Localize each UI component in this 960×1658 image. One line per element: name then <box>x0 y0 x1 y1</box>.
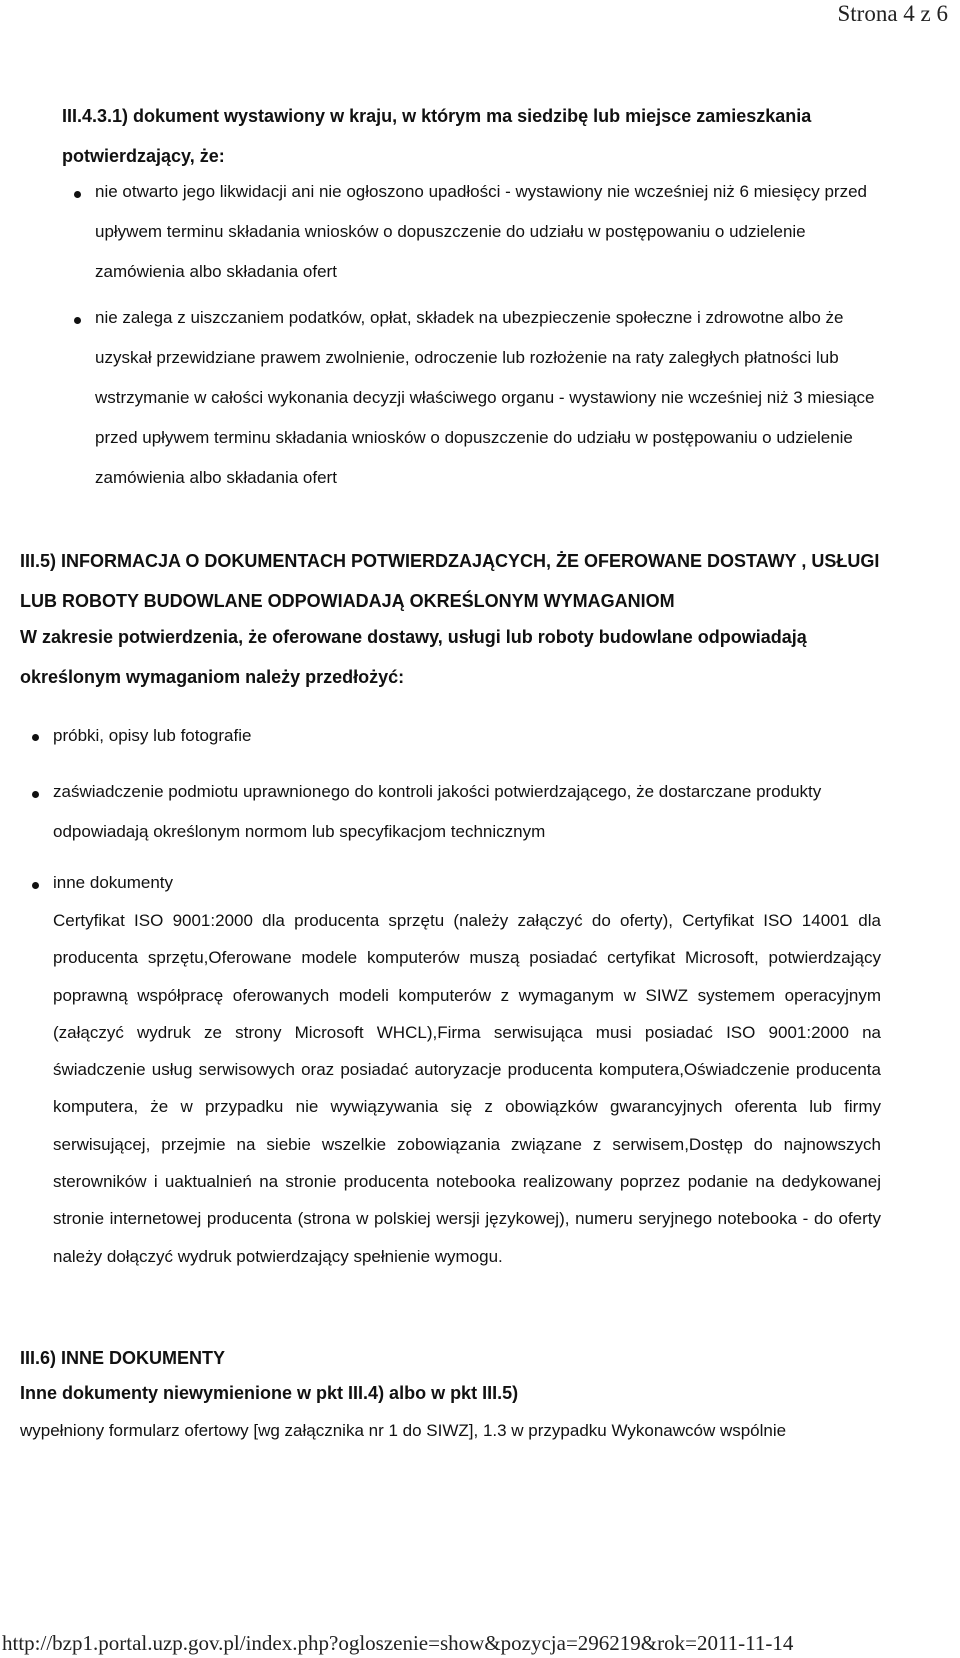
section-subheading-III-5: W zakresie potwierdzenia, że oferowane dostawy, usługi lub roboty budowlane odpowiadają określonym wymaganiom należy przedłożyć: <box>20 627 807 687</box>
bullet-icon <box>74 191 81 198</box>
list-item: inne dokumenty <box>53 873 174 892</box>
page-number: Strona 4 z 6 <box>837 1 948 26</box>
section-heading-III-5: III.5) INFORMACJA O DOKUMENTACH POTWIERDZAJĄCYCH, ŻE OFEROWANE DOSTAWY , USŁUGI LUB ROBOTY BUDOWLANE ODPOWIADAJĄ OKREŚLONYM WYMAGANIOM <box>20 551 880 611</box>
section-text-III-6: wypełniony formularz ofertowy [wg załącznika nr 1 do SIWZ], 1.3 w przypadku Wykonawców wspólnie <box>20 1421 787 1440</box>
bullet-icon <box>32 734 39 741</box>
bullet-icon <box>32 791 39 798</box>
list-item: zaświadczenie podmiotu uprawnionego do kontroli jakości potwierdzającego, że dostarczane produkty odpowiadają określonym normom lub specyfikacjom technicznym <box>53 782 822 841</box>
other-documents-text: Certyfikat ISO 9001:2000 dla producenta sprzętu (należy załączyć do oferty), Certyfikat ISO 14001 dla producenta sprzętu,Oferowane modele komputerów muszą posiadać certyfikat Microsoft, potwierdzający poprawną współpracę oferowanych modeli komputerów z wymaganym w SIWZ systemem operacyjnym (załączyć wydruk ze strony Microsoft WHCL),Firma serwisująca musi posiadać ISO 9001:2000 na świadczenie usług serwisowych oraz posiadać autoryzacje producenta komputera,Oświadczenie producenta komputera, że w przypadku nie wywiązywania się z obowiązków gwarancyjnych oferenta lub firmy serwisującej, przejmie na siebie wszelkie zobowiązania związane z serwisem,Dostęp do najnowszych sterowników i uaktualnień na stronie producenta notebooka realizowany poprzez podanie na dedykowanej stronie internetowej producenta (strona w polskiej wersji językowej), numeru seryjnego notebooka - do oferty należy dołączyć wydruk potwierdzający spełnienie wymogu. <box>53 911 881 1266</box>
bullet-icon <box>74 317 81 324</box>
footer-url: http://bzp1.portal.uzp.gov.pl/index.php?ogloszenie=show&pozycja=296219&rok=2011-11-14 <box>2 1631 794 1655</box>
section-heading-III-6: III.6) INNE DOKUMENTY <box>20 1348 226 1368</box>
list-item: nie otwarto jego likwidacji ani nie ogłoszono upadłości - wystawiony nie wcześniej niż 6 miesięcy przed upływem terminu składania wniosków o dopuszczenie do udziału w postępowaniu o udzielenie zamówienia albo składania ofert <box>95 182 867 281</box>
list-item: próbki, opisy lub fotografie <box>53 726 252 745</box>
section-heading-III-4-3-1: III.4.3.1) dokument wystawiony w kraju, w którym ma siedzibę lub miejsce zamieszkania potwierdzający, że: <box>62 106 812 166</box>
list-item: nie zalega z uiszczaniem podatków, opłat, składek na ubezpieczenie społeczne i zdrowotne albo że uzyskał przewidziane prawem zwolnienie, odroczenie lub rozłożenie na raty zaległych płatności lub wstrzymanie w całości wykonania decyzji właściwego organu - wystawiony nie wcześniej niż 3 miesiące przed upływem terminu składania wniosków o dopuszczenie do udziału w postępowaniu o udzielenie zamówienia albo składania ofert <box>95 308 875 487</box>
section-subheading-III-6: Inne dokumenty niewymienione w pkt III.4) albo w pkt III.5) <box>20 1383 519 1403</box>
bullet-icon <box>32 882 39 889</box>
